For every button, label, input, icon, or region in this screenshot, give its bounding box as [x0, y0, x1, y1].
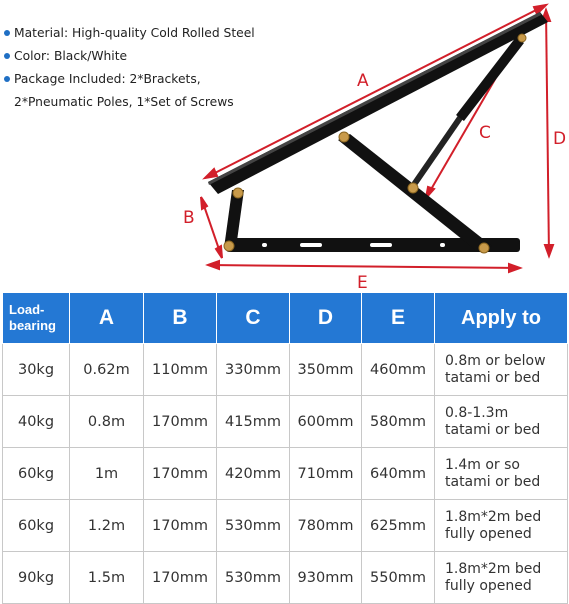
table-row: [3, 448, 568, 500]
arrow-head: [509, 264, 520, 272]
cell-d: 710mm: [290, 448, 362, 500]
cell-load: 60kg: [3, 448, 70, 500]
cell-apply-to: 1.8m*2m bed fully opened: [435, 552, 568, 604]
cell-e: 640mm: [362, 448, 435, 500]
header-d: D: [290, 293, 362, 344]
cell-apply-to: 0.8m or below tatami or bed: [435, 344, 568, 396]
cell-e: 550mm: [362, 552, 435, 604]
arrow-head: [545, 245, 553, 256]
spec-text: Color: Black/White: [14, 49, 128, 63]
label-e: E: [357, 273, 368, 292]
cell-a: 0.62m: [70, 344, 144, 396]
cell-d: 930mm: [290, 552, 362, 604]
bracket-diagram: [0, 0, 569, 292]
cell-c: 420mm: [217, 448, 290, 500]
spec-table: [2, 292, 568, 604]
table-row: [3, 500, 568, 552]
table-header-row: [3, 293, 568, 344]
cell-load: 60kg: [3, 500, 70, 552]
cell-a: 1m: [70, 448, 144, 500]
cell-load: 30kg: [3, 344, 70, 396]
cell-load: 40kg: [3, 396, 70, 448]
cell-e: 625mm: [362, 500, 435, 552]
header-b: B: [144, 293, 217, 344]
arrow-head: [208, 261, 219, 269]
cell-b: 170mm: [144, 396, 217, 448]
table-row: [3, 552, 568, 604]
table-row: [3, 396, 568, 448]
header-c: C: [217, 293, 290, 344]
cell-b: 170mm: [144, 552, 217, 604]
header-e: E: [362, 293, 435, 344]
label-c: C: [479, 123, 491, 143]
label-a: A: [357, 71, 369, 91]
cell-e: 460mm: [362, 344, 435, 396]
cell-d: 350mm: [290, 344, 362, 396]
cell-b: 110mm: [144, 344, 217, 396]
arrow-head: [201, 197, 207, 209]
spec-text: Package Included: 2*Brackets,: [14, 72, 201, 86]
dimension-line-e: [208, 265, 520, 268]
cell-b: 170mm: [144, 500, 217, 552]
cell-d: 780mm: [290, 500, 362, 552]
cell-c: 530mm: [217, 552, 290, 604]
cell-c: 415mm: [217, 396, 290, 448]
arrow-head: [205, 169, 217, 178]
header-load-bearing: Load-bearing: [3, 293, 70, 344]
header-apply-to: Apply to: [435, 293, 568, 344]
arrow-head: [216, 246, 222, 258]
cell-a: 1.5m: [70, 552, 144, 604]
header-a: A: [70, 293, 144, 344]
cell-load: 90kg: [3, 552, 70, 604]
cell-apply-to: 1.8m*2m bed fully opened: [435, 500, 568, 552]
label-d: D: [553, 129, 567, 149]
spec-text: 2*Pneumatic Poles, 1*Set of Screws: [14, 95, 234, 109]
cell-e: 580mm: [362, 396, 435, 448]
dimension-line-a: [205, 5, 546, 178]
bolts: [224, 34, 526, 253]
cell-c: 530mm: [217, 500, 290, 552]
cell-c: 330mm: [217, 344, 290, 396]
cell-apply-to: 0.8-1.3m tatami or bed: [435, 396, 568, 448]
cell-d: 600mm: [290, 396, 362, 448]
cell-a: 1.2m: [70, 500, 144, 552]
spec-text: Material: High-quality Cold Rolled Steel: [14, 26, 255, 40]
table-row: [3, 344, 568, 396]
cell-a: 0.8m: [70, 396, 144, 448]
cell-b: 170mm: [144, 448, 217, 500]
cell-apply-to: 1.4m or so tatami or bed: [435, 448, 568, 500]
label-b: B: [183, 208, 195, 228]
dimension-line-d: [546, 10, 549, 256]
